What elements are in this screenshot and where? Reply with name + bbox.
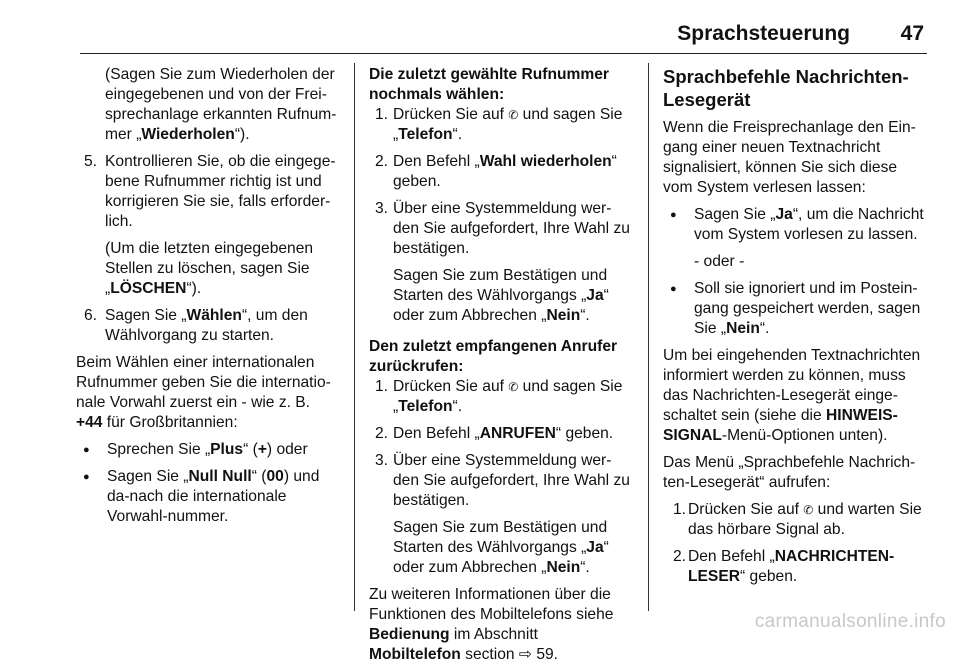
phone-icon: ✆ [508,380,519,394]
page-header [0,24,924,54]
watermark: carmanualsonline.info [754,611,946,632]
page-number: 47 [900,22,924,45]
redial-step-2: 2. Den Befehl „Wahl wiederholen“ geben. [375,153,617,190]
step5-note: (Um die letzten eingegebenen Stellen zu löschen, sagen Sie „LÖSCHEN“). [105,240,314,297]
menu-step-2: 2. Den Befehl „NACHRICHTEN-LESER“ geben. [673,548,895,585]
section-heading-message-reader: Sprachbefehle Nachrichten-Lesegerät [663,66,909,110]
page-reference-arrow-icon: ⇨ [518,646,532,663]
more-info-paragraph: Zu weiteren Informationen über die Funktionen des Mobiltelefons siehe Bedienung im Abschnitt Mobiltelefon section ⇨ 59. [369,586,614,663]
step4-continuation: (Sagen Sie zum Wiederholen der eingegebenen und von der Frei-sprechanlage erkannten Rufnum-mer „Wiederholen“). [105,66,337,143]
callback-step-3: 3. Über eine Systemmeldung wer-den Sie aufgefordert, Ihre Wahl zu bestätigen. [375,452,630,509]
step-5: 5. Kontrollieren Sie, ob die eingege-bene Rufnummer richtig ist und korrigieren Sie sie, falls erforder-lich. [84,153,336,230]
bullet-icon: ● [670,283,677,295]
message-reader-intro: Wenn die Freisprechanlage den Ein-gang einer neuen Textnachricht signalisiert, können Sie sich diese vom System verlesen lassen: [663,119,916,196]
callback-step-1: 1. Drücken Sie auf ✆ und sagen Sie „Telefon“. [375,378,623,415]
step-number: 5. [84,153,98,170]
callback-note: Sagen Sie zum Bestätigen und Starten des Wählvorgangs „Ja“ oder zum Abbrechen „Nein“. [393,519,609,576]
section-heading-callback: Den zuletzt empfangenen Anrufer zurückrufen: [369,338,618,375]
bullet-icon: ● [83,444,90,456]
bullet-icon: ● [670,209,677,221]
redial-step-3: 3. Über eine Systemmeldung wer-den Sie aufgefordert, Ihre Wahl zu bestätigen. [375,200,630,257]
redial-step-1: 1. Drücken Sie auf ✆ und sagen Sie „Telefon“. [375,106,623,143]
bullet-plus: ● Sprechen Sie „Plus“ (+) oder [83,441,308,458]
phone-icon: ✆ [508,108,519,122]
bullet-null-null: ● Sagen Sie „Null Null“ (00) und da-nach die internationale Vorwahl-nummer. [83,468,320,525]
callback-step-2: 2. Den Befehl „ANRUFEN“ geben. [375,425,614,442]
bullet-icon: ● [83,471,90,483]
bullet-yes: ● Sagen Sie „Ja“, um die Nachricht vom System vorlesen zu lassen. [670,206,924,243]
intl-paragraph: Beim Wählen einer internationalen Rufnummer geben Sie die internatio-nale Vorwahl zuerst ein - wie z. B. +44 für Großbritannien: [76,354,331,431]
phone-icon: ✆ [803,503,814,517]
column-3 [663,65,929,587]
column-2 [369,65,633,665]
column-1 [76,65,340,527]
or-separator: - oder - [694,253,745,270]
section-heading-redial: Die zuletzt gewählte Rufnummer nochmals wählen: [369,66,609,103]
header-rule [80,53,927,54]
menu-step-1: 1. Drücken Sie auf ✆ und warten Sie das hörbare Signal ab. [673,501,922,538]
bullet-no: ● Soll sie ignoriert und im Postein-gang gespeichert werden, sagen Sie „Nein“. [670,280,921,337]
page-title: Sprachsteuerung [677,22,850,45]
column-divider-2 [648,63,649,611]
menu-paragraph: Das Menü „Sprachbefehle Nachrich-ten-Lesegerät“ aufrufen: [663,454,916,491]
step-6: 6. Sagen Sie „Wählen“, um den Wählvorgang zu starten. [84,307,308,344]
column-divider-1 [354,63,355,611]
step-number: 6. [84,307,98,324]
notification-paragraph: Um bei eingehenden Textnachrichten informiert werden zu können, muss das Nachrichten-Lesegerät einge-schaltet sein (siehe die HINWEIS-SIGNAL-Menü-Optionen unten). [663,347,921,444]
redial-note: Sagen Sie zum Bestätigen und Starten des Wählvorgangs „Ja“ oder zum Abbrechen „Nein“. [393,267,609,324]
